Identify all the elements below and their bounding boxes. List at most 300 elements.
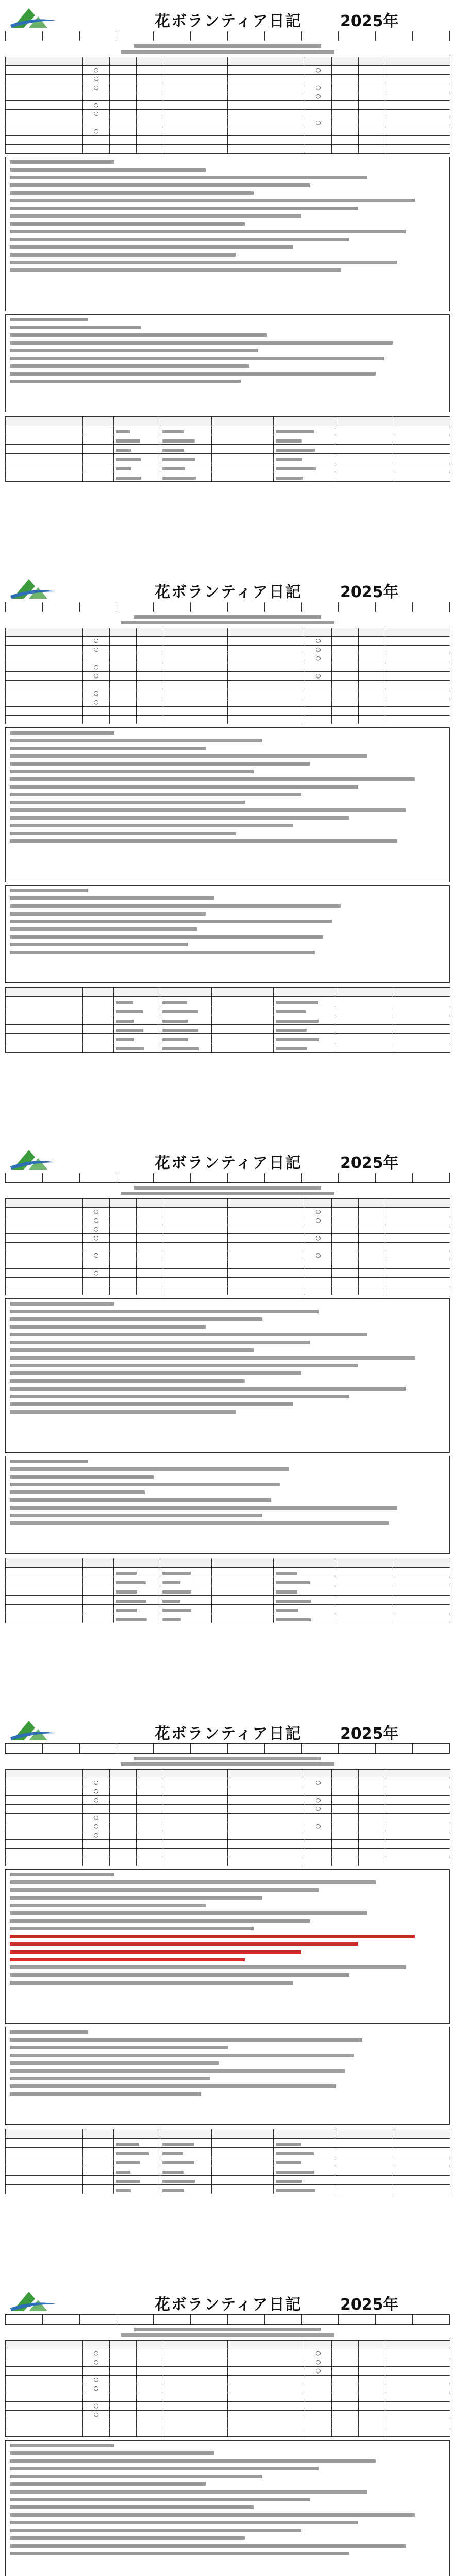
member-name-cell xyxy=(228,1216,305,1225)
summary-row xyxy=(6,2166,450,2176)
attendance-cell xyxy=(137,1251,163,1260)
summary-cell xyxy=(212,1025,274,1034)
info-cell xyxy=(228,2315,265,2324)
attendance-cell xyxy=(332,654,359,663)
attendance-cell xyxy=(163,646,228,654)
remark-line xyxy=(10,904,341,908)
attendance-row xyxy=(6,1831,450,1840)
attendance-cell xyxy=(332,637,359,646)
summary-cell xyxy=(114,1043,160,1053)
summary-cell xyxy=(160,1034,212,1043)
info-cell xyxy=(265,602,302,612)
member-name-cell xyxy=(6,1260,83,1269)
attendance-cell xyxy=(163,145,228,154)
summary-cell xyxy=(274,988,335,997)
attendance-cell xyxy=(332,2402,359,2411)
attendance-cell xyxy=(110,672,137,681)
attendance-cell xyxy=(385,92,450,101)
attendance-cell xyxy=(163,689,228,698)
attendance-cell xyxy=(163,2384,228,2393)
remark-line xyxy=(10,935,323,939)
note-line xyxy=(10,1395,349,1398)
attendance-row xyxy=(6,663,450,672)
summary-cell xyxy=(114,1015,160,1025)
summary-cell xyxy=(392,2157,450,2166)
diary-page xyxy=(0,571,455,1142)
member-name-cell xyxy=(228,1269,305,1278)
attendance-mark xyxy=(305,2393,332,2402)
summary-cell xyxy=(212,988,274,997)
attendance-header-cell xyxy=(228,628,305,637)
member-name-cell xyxy=(228,1831,305,1840)
info-cell xyxy=(191,31,228,41)
summary-cell xyxy=(335,472,392,482)
summary-cell xyxy=(6,2185,83,2194)
remark-line xyxy=(10,1514,262,1517)
summary-cell xyxy=(114,463,160,472)
attendance-cell xyxy=(137,2349,163,2358)
summary-cell xyxy=(83,1586,114,1596)
attendance-cell xyxy=(163,2428,228,2437)
attendance-header-cell xyxy=(359,2341,385,2349)
attendance-header-cell xyxy=(359,57,385,66)
attendance-cell xyxy=(385,1278,450,1286)
note-line xyxy=(10,2513,415,2517)
attendance-cell xyxy=(137,2358,163,2367)
summary-row xyxy=(6,1577,450,1586)
attendance-cell xyxy=(385,1787,450,1796)
attendance-cell xyxy=(385,1814,450,1822)
summary-cell xyxy=(83,1015,114,1025)
summary-cell xyxy=(114,997,160,1006)
attendance-mark: ○ xyxy=(83,2411,110,2419)
summary-cell xyxy=(160,445,212,454)
summary-cell xyxy=(335,1586,392,1596)
attendance-cell xyxy=(137,2419,163,2428)
page-title: 花ボランティア日記 xyxy=(155,583,302,601)
attendance-cell xyxy=(163,1840,228,1849)
summary-cell xyxy=(114,417,160,426)
summary-cell xyxy=(335,2166,392,2176)
summary-cell xyxy=(392,1006,450,1015)
summary-value-line xyxy=(116,430,130,433)
info-cell xyxy=(376,2315,413,2324)
logo-icon xyxy=(8,576,58,601)
info-cell xyxy=(116,2315,154,2324)
attendance-mark xyxy=(83,707,110,716)
attendance-header-cell xyxy=(110,1199,137,1208)
date-weather-row xyxy=(5,1743,450,1754)
attendance-cell xyxy=(163,1208,228,1216)
summary-cell xyxy=(392,454,450,463)
summary-cell xyxy=(392,1605,450,1614)
attendance-cell xyxy=(163,1857,228,1866)
summary-cell xyxy=(274,1006,335,1015)
summary-cell xyxy=(6,2166,83,2176)
attendance-cell xyxy=(385,646,450,654)
attendance-cell xyxy=(385,1286,450,1295)
page-year: 2025年 xyxy=(340,2296,399,2314)
attendance-cell xyxy=(332,110,359,118)
attendance-cell xyxy=(163,1278,228,1286)
attendance-row xyxy=(6,2349,450,2358)
summary-cell xyxy=(6,2129,83,2139)
attendance-mark xyxy=(305,2402,332,2411)
summary-value-line xyxy=(162,467,185,470)
summary-cell xyxy=(274,2139,335,2148)
highlighted-note-line xyxy=(10,1958,245,1961)
summary-cell xyxy=(392,2129,450,2139)
attendance-cell xyxy=(385,101,450,110)
summary-cell xyxy=(6,454,83,463)
attendance-cell xyxy=(359,1796,385,1805)
summary-value-line xyxy=(162,1590,191,1594)
summary-value-line xyxy=(162,1010,198,1013)
summary-cell xyxy=(274,1015,335,1025)
summary-value-line xyxy=(116,458,141,461)
summary-cell xyxy=(83,2139,114,2148)
summary-cell xyxy=(212,2139,274,2148)
attendance-table xyxy=(5,57,450,154)
attendance-mark xyxy=(83,1260,110,1269)
note-line xyxy=(10,176,367,179)
summary-cell xyxy=(160,1006,212,1015)
info-cell xyxy=(116,31,154,41)
note-line xyxy=(10,839,397,843)
attendance-header-cell xyxy=(228,2341,305,2349)
attendance-cell xyxy=(110,689,137,698)
summary-cell xyxy=(6,1568,83,1577)
remark-line xyxy=(10,2084,336,2088)
attendance-mark xyxy=(83,145,110,154)
summary-cell xyxy=(212,435,274,445)
summary-cell xyxy=(274,472,335,482)
summary-cell xyxy=(274,417,335,426)
attendance-cell xyxy=(137,92,163,101)
member-name-cell xyxy=(6,1286,83,1295)
attendance-cell xyxy=(332,1831,359,1840)
member-name-cell xyxy=(6,136,83,145)
summary-cell xyxy=(6,1605,83,1614)
summary-value-line xyxy=(116,477,141,480)
attendance-mark xyxy=(83,681,110,689)
summary-cell xyxy=(274,435,335,445)
summary-value-line xyxy=(116,2161,140,2164)
attendance-header-cell xyxy=(83,2341,110,2349)
attendance-cell xyxy=(332,2411,359,2419)
summary-cell xyxy=(335,1006,392,1015)
attendance-cell xyxy=(332,92,359,101)
info-cell xyxy=(191,602,228,612)
attendance-row xyxy=(6,1822,450,1831)
summary-value-line xyxy=(276,1572,297,1575)
attendance-header-cell xyxy=(385,628,450,637)
section-heading-line xyxy=(10,160,114,164)
note-line xyxy=(10,2451,214,2455)
member-name-cell xyxy=(6,1251,83,1260)
info-cell xyxy=(413,1173,449,1182)
attendance-header-cell xyxy=(110,2341,137,2349)
attendance-cell xyxy=(163,1849,228,1857)
member-name-cell xyxy=(228,1857,305,1866)
attendance-row xyxy=(6,1857,450,1866)
summary-cell xyxy=(335,1605,392,1614)
summary-cell xyxy=(114,1605,160,1614)
note-line xyxy=(10,785,358,789)
summary-cell xyxy=(160,1596,212,1605)
attendance-mark: ○ xyxy=(305,1216,332,1225)
attendance-cell xyxy=(110,110,137,118)
attendance-cell xyxy=(110,83,137,92)
summary-cell xyxy=(335,1025,392,1034)
page-year: 2025年 xyxy=(340,12,399,30)
attendance-row xyxy=(6,2428,450,2437)
attendance-mark: ○ xyxy=(83,2384,110,2393)
attendance-cell xyxy=(163,672,228,681)
attendance-cell xyxy=(332,1251,359,1260)
member-name-cell xyxy=(6,2384,83,2393)
member-name-cell xyxy=(6,1234,83,1243)
attendance-cell xyxy=(137,698,163,707)
attendance-header-cell xyxy=(305,1770,332,1778)
summary-row xyxy=(6,2185,450,2194)
summary-cell xyxy=(6,1558,83,1568)
note-line xyxy=(10,1379,245,1383)
attendance-cell xyxy=(332,1805,359,1814)
remark-line xyxy=(10,2092,201,2096)
attendance-row xyxy=(6,2402,450,2411)
attendance-header-cell xyxy=(332,2341,359,2349)
info-cell xyxy=(43,1744,80,1753)
note-line xyxy=(10,1981,293,1985)
attendance-mark: ○ xyxy=(83,689,110,698)
summary-cell xyxy=(335,2139,392,2148)
attendance-cell xyxy=(137,1260,163,1269)
attendance-mark: ○ xyxy=(305,83,332,92)
attendance-header-cell xyxy=(163,628,228,637)
info-cell xyxy=(265,1173,302,1182)
summary-cell xyxy=(114,454,160,463)
summary-cell xyxy=(335,445,392,454)
attendance-mark xyxy=(305,1857,332,1866)
attendance-mark xyxy=(83,1286,110,1295)
attendance-cell xyxy=(137,1243,163,1251)
attendance-cell xyxy=(110,66,137,75)
attendance-mark: ○ xyxy=(305,1778,332,1787)
info-cell xyxy=(80,1173,117,1182)
attendance-cell xyxy=(163,637,228,646)
attendance-cell xyxy=(385,118,450,127)
summary-cell xyxy=(6,1015,83,1025)
attendance-row xyxy=(6,1251,450,1260)
note-line xyxy=(10,1904,206,1907)
summary-value-line xyxy=(162,2152,183,2155)
note-line xyxy=(10,793,301,796)
member-name-cell xyxy=(6,707,83,716)
summary-value-line xyxy=(162,1047,199,1050)
attendance-cell xyxy=(137,1796,163,1805)
attendance-header-cell xyxy=(305,2341,332,2349)
summary-row xyxy=(6,997,450,1006)
summary-cell xyxy=(274,2185,335,2194)
attendance-row xyxy=(6,145,450,154)
attendance-cell xyxy=(359,136,385,145)
attendance-mark xyxy=(305,681,332,689)
attendance-cell xyxy=(332,75,359,83)
attendance-cell xyxy=(359,1225,385,1234)
member-name-cell xyxy=(228,101,305,110)
note-line xyxy=(10,832,236,835)
remark-line xyxy=(10,1498,271,1502)
page-header xyxy=(5,575,450,602)
summary-cell xyxy=(274,1558,335,1568)
attendance-mark: ○ xyxy=(305,1805,332,1814)
attendance-row xyxy=(6,637,450,646)
attendance-table xyxy=(5,628,450,724)
summary-cell xyxy=(114,1034,160,1043)
page-title: 花ボランティア日記 xyxy=(155,2296,302,2314)
attendance-cell xyxy=(110,1225,137,1234)
attendance-mark xyxy=(305,110,332,118)
summary-value-line xyxy=(116,1038,134,1041)
info-cell xyxy=(302,1173,339,1182)
summary-value-line xyxy=(116,1020,134,1023)
diary-page xyxy=(0,1142,455,1713)
info-cell xyxy=(265,1744,302,1753)
attendance-cell xyxy=(163,136,228,145)
info-cell xyxy=(6,602,43,612)
note-line xyxy=(10,739,262,742)
note-line xyxy=(10,1341,310,1344)
summary-cell xyxy=(160,2157,212,2166)
member-name-cell xyxy=(228,1234,305,1243)
summary-cell xyxy=(392,472,450,482)
summary-cell xyxy=(212,2185,274,2194)
summary-cell xyxy=(274,2129,335,2139)
remark-line xyxy=(10,896,214,900)
attendance-mark xyxy=(305,75,332,83)
attendance-mark xyxy=(305,1278,332,1286)
info-cell xyxy=(302,31,339,41)
info-cell xyxy=(376,602,413,612)
attendance-cell xyxy=(110,698,137,707)
attendance-header-cell xyxy=(83,628,110,637)
attendance-row xyxy=(6,2367,450,2376)
attendance-mark: ○ xyxy=(83,1208,110,1216)
attendance-cell xyxy=(110,1849,137,1857)
summary-table xyxy=(5,1558,450,1623)
attendance-cell xyxy=(163,118,228,127)
info-cell xyxy=(116,602,154,612)
note-line xyxy=(10,238,349,241)
summary-row xyxy=(6,1568,450,1577)
summary-cell xyxy=(335,426,392,435)
summary-cell xyxy=(274,445,335,454)
member-name-cell xyxy=(6,2349,83,2358)
attendance-header xyxy=(6,1770,450,1778)
attendance-cell xyxy=(137,1778,163,1787)
member-name-cell xyxy=(6,1787,83,1796)
summary-header xyxy=(6,417,450,426)
attendance-cell xyxy=(163,1778,228,1787)
summary-cell xyxy=(212,445,274,454)
attendance-cell xyxy=(385,1234,450,1243)
info-cell xyxy=(154,2315,191,2324)
attendance-cell xyxy=(385,1243,450,1251)
attendance-row xyxy=(6,1278,450,1286)
page-header xyxy=(5,1717,450,1743)
attendance-mark: ○ xyxy=(305,1796,332,1805)
attendance-mark xyxy=(305,2376,332,2384)
subtitle-line xyxy=(121,1762,334,1766)
attendance-header-cell xyxy=(385,57,450,66)
member-name-cell xyxy=(228,2349,305,2358)
info-cell xyxy=(116,1744,154,1753)
attendance-row xyxy=(6,75,450,83)
attendance-cell xyxy=(359,1787,385,1796)
attendance-mark xyxy=(83,1849,110,1857)
remark-line xyxy=(10,326,141,329)
summary-cell xyxy=(335,417,392,426)
member-name-cell xyxy=(228,681,305,689)
member-name-cell xyxy=(228,92,305,101)
attendance-cell xyxy=(332,1208,359,1216)
summary-cell xyxy=(274,1568,335,1577)
summary-row xyxy=(6,426,450,435)
note-line xyxy=(10,214,301,218)
member-name-cell xyxy=(6,637,83,646)
attendance-cell xyxy=(359,1208,385,1216)
note-line xyxy=(10,253,236,257)
diary-page xyxy=(0,1713,455,2283)
member-name-cell xyxy=(228,2384,305,2393)
info-cell xyxy=(80,31,117,41)
summary-row xyxy=(6,1015,450,1025)
attendance-cell xyxy=(137,689,163,698)
summary-cell xyxy=(212,2129,274,2139)
summary-cell xyxy=(212,1034,274,1043)
attendance-cell xyxy=(110,1243,137,1251)
page-title: 花ボランティア日記 xyxy=(155,1725,302,1743)
attendance-row xyxy=(6,1243,450,1251)
summary-value-line xyxy=(116,1581,146,1584)
date-weather-row xyxy=(5,602,450,612)
attendance-cell xyxy=(110,2358,137,2367)
note-line xyxy=(10,2498,310,2501)
attendance-cell xyxy=(332,2358,359,2367)
summary-value-line xyxy=(116,1618,147,1621)
attendance-cell xyxy=(110,2349,137,2358)
info-cell xyxy=(191,1744,228,1753)
subtitle-line xyxy=(121,2333,334,2337)
attendance-cell xyxy=(359,646,385,654)
attendance-cell xyxy=(332,1243,359,1251)
remark-line xyxy=(10,2061,219,2065)
member-name-cell xyxy=(228,2411,305,2419)
summary-cell xyxy=(335,435,392,445)
attendance-cell xyxy=(110,92,137,101)
summary-value-line xyxy=(116,1600,146,1603)
attendance-cell xyxy=(163,1286,228,1295)
attendance-cell xyxy=(385,1260,450,1269)
attendance-mark xyxy=(83,2419,110,2428)
attendance-mark xyxy=(305,2419,332,2428)
summary-cell xyxy=(114,1596,160,1605)
summary-value-line xyxy=(276,2143,301,2146)
summary-cell xyxy=(212,1586,274,1596)
attendance-header-cell xyxy=(163,57,228,66)
attendance-cell xyxy=(385,2393,450,2402)
